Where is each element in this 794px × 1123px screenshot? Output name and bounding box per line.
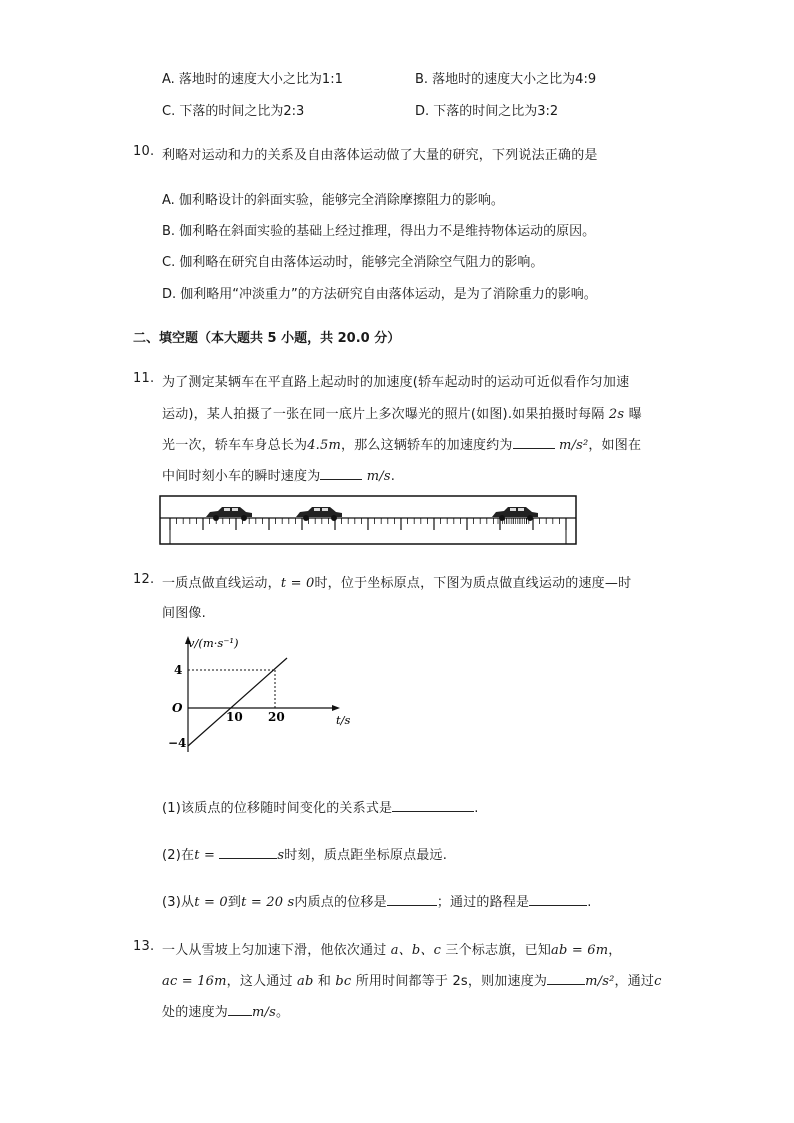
q11-interval: 2s — [608, 407, 625, 422]
q12-sub3-t20: t = 20 s — [241, 895, 295, 910]
q11-line4-end: . — [390, 469, 396, 484]
q13-answer-blank-velocity[interactable] — [228, 1003, 252, 1016]
q13-line3-text: 处的速度为 — [162, 1005, 229, 1020]
q13-answer-blank-accel[interactable] — [547, 972, 585, 985]
graph-y-label: v/(m·s⁻¹) — [188, 636, 239, 650]
q12-sub3-end: . — [587, 895, 592, 910]
q11-car-ruler-figure — [158, 495, 578, 547]
q12-sub2-t: t = — [194, 848, 216, 863]
q11-line3-mid: ，那么这辆轿车的加速度约为 — [341, 438, 513, 453]
q10-option-b: B. 伽利略在斜面实验的基础上经过推理，得出力不是维持物体运动的原因。 — [162, 224, 596, 239]
q11-unit-velocity: m/s — [366, 469, 391, 484]
graph-tick-x10: 10 — [226, 710, 243, 724]
q12-sub3-blank-displacement[interactable] — [387, 893, 437, 906]
q12-line1-end: 时，位于坐标原点，下图为质点做直线运动的速度—时 — [314, 576, 632, 591]
q10-option-d: D. 伽利略用“冲淡重力”的方法研究自由落体运动，是为了消除重力的影响。 — [162, 287, 597, 302]
q11-line3-text: 光一次，轿车车身总长为 — [162, 438, 308, 453]
q12-sub1-end: . — [474, 801, 479, 816]
q10-number: 10. — [133, 144, 155, 159]
q11-line4-text: 中间时刻小车的瞬时速度为 — [162, 469, 321, 484]
graph-velocity-line — [188, 658, 287, 746]
q13-unit-accel: m/s² — [585, 974, 615, 989]
q9-option-a: A. 落地时的速度大小之比为1:1 — [162, 72, 343, 87]
q13-line1 — [162, 939, 621, 958]
q11-answer-blank-1[interactable] — [513, 436, 555, 449]
q11-unit-accel: m/s² — [558, 438, 589, 453]
q11-line4 — [162, 465, 395, 484]
q13-flags: a、b、c — [390, 943, 442, 958]
q12-number: 12. — [133, 572, 155, 587]
q11-line2-end: 曝 — [624, 407, 642, 422]
q12-t0: t = 0 — [280, 576, 315, 591]
q11-number: 11. — [133, 371, 155, 386]
q12-line2: 间图像. — [162, 606, 206, 621]
q12-sub1-blank[interactable] — [392, 799, 474, 812]
q13-line2-end: ，通过 — [614, 974, 655, 989]
q11-line1: 为了测定某辆车在平直路上起动时的加速度(轿车起动时的运动可近似看作匀加速 — [162, 375, 630, 390]
q9-option-b: B. 落地时的速度大小之比为4:9 — [415, 72, 597, 87]
q13-line1-end: ， — [608, 943, 622, 958]
graph-tick-yneg4: −4 — [168, 736, 187, 750]
q13-line2-mid: 所用时间都等于 2s，则加速度为 — [351, 974, 548, 989]
q12-sub1 — [162, 797, 479, 816]
q13-line1-mid: 三个标志旗，已知 — [441, 943, 552, 958]
q11-line3-end: ，如图在 — [588, 438, 642, 453]
q10-option-c: C. 伽利略在研究自由落体运动时，能够完全消除空气阻力的影响。 — [162, 255, 544, 270]
q13-and: 和 — [313, 974, 336, 989]
q12-sub2-prefix: (2)在 — [162, 848, 195, 863]
q12-sub1-text: (1)该质点的位移随时间变化的关系式是 — [162, 801, 393, 816]
q13-number: 13. — [133, 939, 155, 954]
q13-ab-ref: ab — [297, 974, 314, 989]
q12-sub2-unit: s — [277, 848, 285, 863]
q13-line2 — [162, 970, 662, 989]
q13-ab: ab = 6m — [551, 943, 609, 958]
q12-sub3-to: 到 — [227, 895, 242, 910]
q11-line3 — [162, 434, 641, 453]
q12-sub3 — [162, 891, 592, 910]
q9-option-c: C. 下落的时间之比为2:3 — [162, 104, 305, 119]
graph-x-arrow-icon — [332, 705, 340, 711]
q12-sub3-disp: 内质点的位移是 — [294, 895, 387, 910]
q10-option-a: A. 伽利略设计的斜面实验，能够完全消除摩擦阻力的影响。 — [162, 193, 504, 208]
graph-tick-x20: 20 — [268, 710, 285, 724]
q12-sub2 — [162, 844, 447, 863]
section-heading-fill-blank: 二、填空题（本大题共 5 小题，共 20.0 分） — [133, 331, 401, 346]
q12-sub3-path: ；通过的路程是 — [436, 895, 530, 910]
q11-answer-blank-2[interactable] — [320, 467, 362, 480]
q9-option-d: D. 下落的时间之比为3:2 — [415, 104, 559, 119]
q13-c-ref: c — [654, 974, 662, 989]
q11-car-length: 4.5m — [307, 438, 342, 453]
q13-ac: ac = 16m — [162, 974, 227, 989]
q13-line3 — [162, 1001, 289, 1020]
graph-origin-label: O — [172, 701, 183, 715]
q12-sub3-prefix: (3)从 — [162, 895, 195, 910]
q12-line1 — [162, 572, 631, 591]
q12-sub2-text: 时刻，质点距坐标原点最远. — [284, 848, 448, 863]
q12-line1-text: 一质点做直线运动， — [162, 576, 281, 591]
q11-line2-text: 运动)，某人拍摄了一张在同一底片上多次曝光的照片(如图).如果拍摄时每隔 — [162, 407, 609, 422]
q12-sub3-blank-distance[interactable] — [529, 893, 587, 906]
q10-stem: 利略对运动和力的关系及自由落体运动做了大量的研究，下列说法正确的是 — [162, 148, 598, 163]
q13-line3-end: 。 — [276, 1005, 290, 1020]
q13-line2-text: ，这人通过 — [226, 974, 298, 989]
q13-bc-ref: bc — [335, 974, 352, 989]
q13-unit-velocity: m/s — [252, 1005, 276, 1020]
graph-tick-y4: 4 — [174, 663, 183, 677]
q12-velocity-time-graph — [166, 630, 356, 755]
q12-sub2-blank[interactable] — [219, 846, 277, 859]
q12-sub3-t0: t = 0 — [194, 895, 228, 910]
q11-line2 — [162, 403, 642, 422]
graph-x-label: t/s — [336, 713, 351, 727]
q13-line1-text: 一人从雪坡上匀加速下滑，他依次通过 — [162, 943, 391, 958]
